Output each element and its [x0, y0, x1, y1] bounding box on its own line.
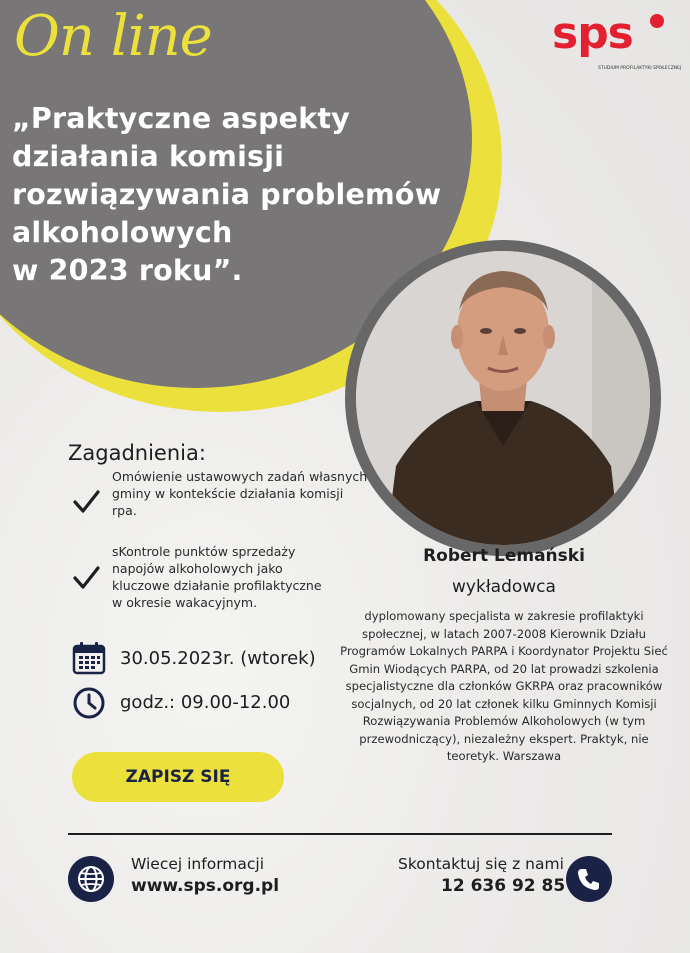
topic-item-1: Omówienie ustawowych zadań własnych gminy w kontekście działania komisji rpa.	[112, 469, 368, 518]
register-button[interactable]: ZAPISZ SIĘ	[72, 752, 284, 802]
logo-dot	[650, 14, 664, 28]
footer-divider	[68, 833, 612, 835]
more-info-label: Wiecej informacji	[131, 855, 265, 873]
speaker-role: wykładowca	[452, 577, 556, 597]
speaker-name: Robert Lemański	[423, 546, 585, 566]
clock-icon	[72, 686, 106, 720]
contact-label: Skontaktuj się z nami	[398, 855, 564, 873]
phone-number[interactable]: 12 636 92 85	[441, 876, 566, 896]
check-icon	[72, 488, 100, 516]
event-time: godz.: 09.00-12.00	[120, 692, 291, 713]
event-date: 30.05.2023r. (wtorek)	[120, 648, 316, 669]
calendar-icon	[72, 641, 106, 675]
course-title: „Praktyczne aspekty działania komisji rozwiązywania problemów alkoholowych w 2023 roku”.	[12, 102, 442, 287]
speaker-photo	[356, 251, 650, 545]
logo-subtitle: STUDIUM PROFILAKTYKI SPOŁECZNEJ	[598, 66, 682, 71]
topic-item-2: sKontrole punktów sprzedaży napojów alkoholowych jako kluczowe działanie profilaktyczne w okresie wakacyjnym.	[112, 544, 322, 610]
topics-heading: Zagadnienia:	[68, 441, 206, 465]
online-label: On line	[14, 4, 212, 69]
website-link[interactable]: www.sps.org.pl	[131, 876, 280, 896]
speaker-portrait-illustration	[356, 251, 650, 545]
sps-logo	[552, 8, 682, 76]
globe-icon	[68, 856, 114, 902]
speaker-bio: dyplomowany specjalista w zakresie profilaktyki społecznej, w latach 2007-2008 Kierownik Działu Programów Lokalnych PARPA i Koordynator Projektu Sieć Gmin Wiodących PARPA, od 20 lat prowadzi szkolenia specjalistyczne dla członków GKRPA oraz pracowników socjalnych, od 20 lat członek kilku Gminnych Komisji Rozwiązywania Problemów Alkoholowych (w tym przewodniczący), niezależny ekspert. Praktyk, nie teoretyk. Warszawa	[340, 609, 668, 763]
check-icon	[72, 564, 100, 592]
logo-text: sps	[552, 8, 633, 59]
phone-icon[interactable]	[566, 856, 612, 902]
